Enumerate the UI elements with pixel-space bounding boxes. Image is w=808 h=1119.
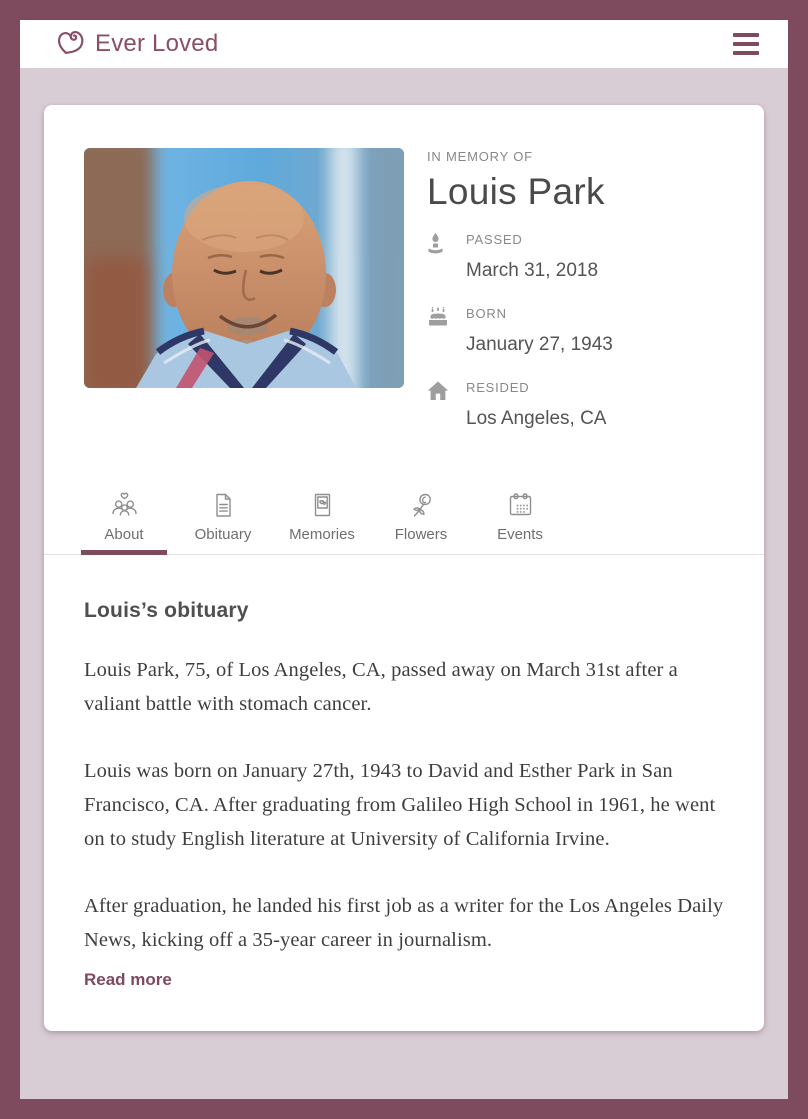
page-background xyxy=(20,20,788,1099)
read-more-link[interactable]: Read more xyxy=(84,970,172,989)
passed-date: March 31, 2018 xyxy=(466,260,599,281)
fact-born xyxy=(427,306,613,356)
obituary-heading: Louis’s obituary xyxy=(84,599,249,622)
hamburger-menu-icon[interactable] xyxy=(733,29,759,59)
tab-events[interactable] xyxy=(477,491,563,554)
obituary-section xyxy=(44,555,764,1031)
tab-memories[interactable] xyxy=(279,491,365,554)
fact-resided xyxy=(427,380,613,430)
passed-label: PASSED xyxy=(466,232,523,247)
obituary-paragraph: After graduation, he landed his first job as a writer for the Los Angeles Daily News, kicking off a 35-year career in journalism. xyxy=(84,895,724,951)
memorial-card xyxy=(44,105,764,1031)
memorial-info xyxy=(427,148,613,454)
photo-frame-icon xyxy=(308,491,337,520)
everloved-heart-logo-icon xyxy=(56,27,86,62)
rose-icon xyxy=(407,491,436,520)
tab-about-label: About xyxy=(104,526,144,543)
calendar-icon xyxy=(506,491,535,520)
document-icon xyxy=(209,491,238,520)
tab-events-label: Events xyxy=(497,526,543,543)
cake-icon xyxy=(427,306,466,356)
tab-obituary-label: Obituary xyxy=(194,526,252,543)
fact-passed xyxy=(427,232,613,282)
deceased-name: Louis Park xyxy=(427,171,605,212)
candle-icon xyxy=(427,232,466,282)
obituary-paragraph: Louis Park, 75, of Los Angeles, CA, passed away on March 31st after a valiant battle with stomach cancer. xyxy=(84,659,678,715)
memorial-photo xyxy=(84,148,404,388)
tab-memories-label: Memories xyxy=(289,526,355,543)
memorial-tab-bar xyxy=(44,491,764,555)
top-nav xyxy=(20,20,788,68)
profile-section xyxy=(44,105,764,454)
tab-flowers-label: Flowers xyxy=(394,526,448,543)
in-memory-of-label: IN MEMORY OF xyxy=(427,149,533,164)
born-label: BORN xyxy=(466,306,507,321)
people-heart-icon xyxy=(110,491,139,520)
home-icon xyxy=(427,380,466,430)
resided-location: Los Angeles, CA xyxy=(466,408,607,429)
born-date: January 27, 1943 xyxy=(466,334,613,355)
tab-obituary[interactable] xyxy=(180,491,266,554)
tab-about[interactable] xyxy=(81,491,167,554)
brand-logo[interactable] xyxy=(56,27,218,62)
tab-flowers[interactable] xyxy=(378,491,464,554)
obituary-paragraph: Louis was born on January 27th, 1943 to David and Esther Park in San Francisco, CA. After graduating from Galileo High School in 1961, he went on to study English literature at University of California Irvine. xyxy=(84,760,716,850)
resided-label: RESIDED xyxy=(466,380,530,395)
brand-name: Ever Loved xyxy=(95,30,219,57)
